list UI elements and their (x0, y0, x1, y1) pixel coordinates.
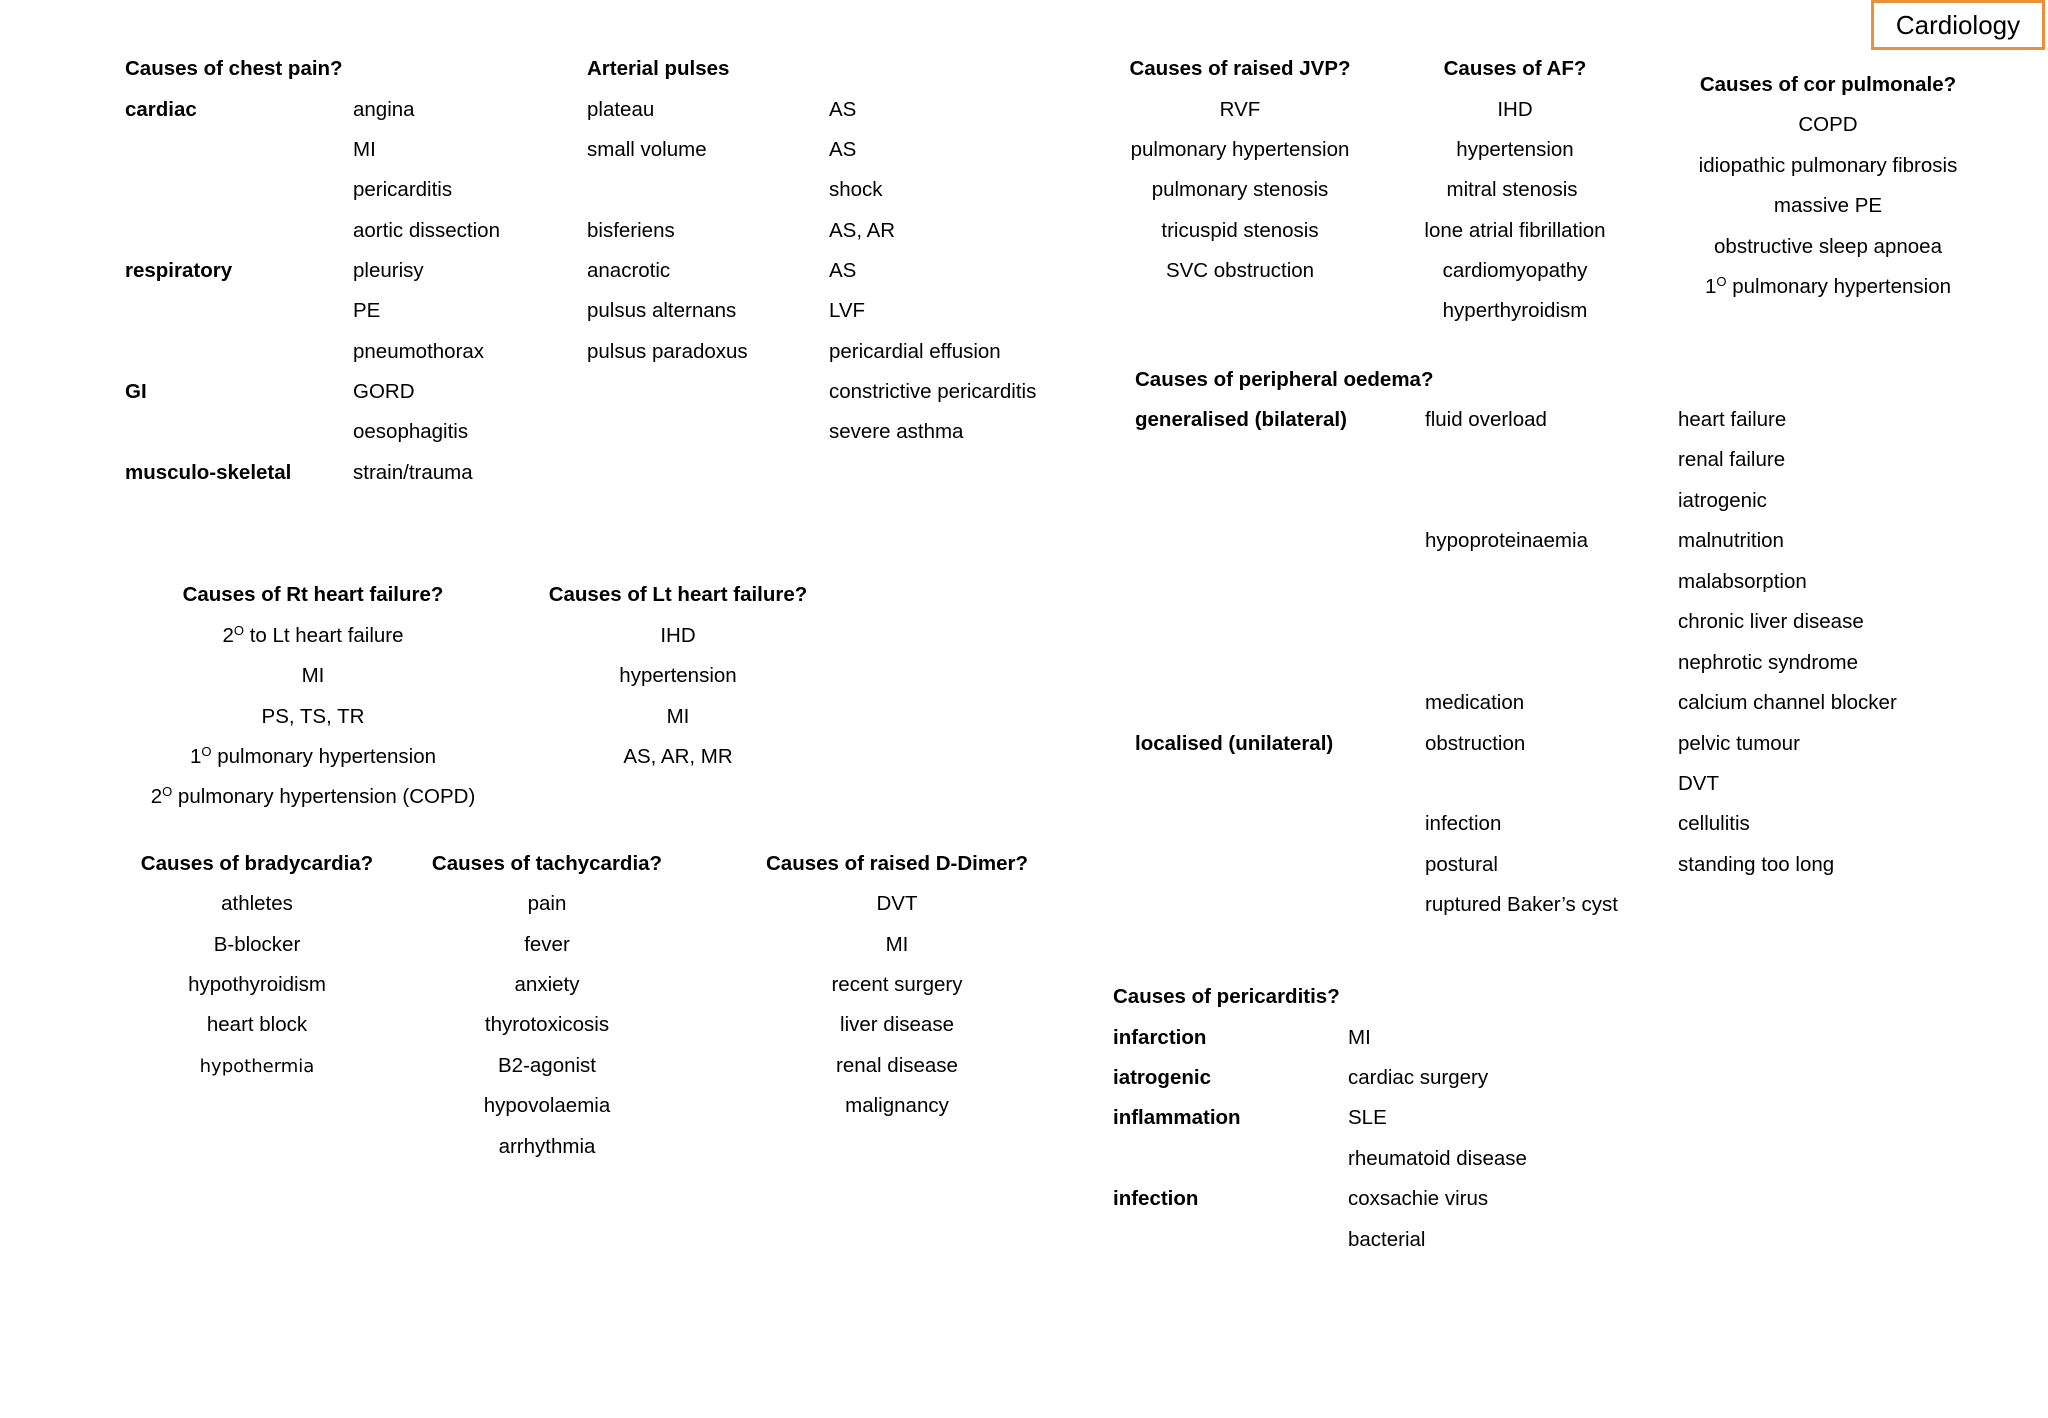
cor-pulmonale-title: Causes of cor pulmonale? (1699, 73, 1957, 96)
list-item: hypovolaemia (483, 1094, 611, 1117)
list-item: IHD (1497, 98, 1533, 121)
superscript: O (1716, 274, 1727, 289)
list-item: anxiety (514, 973, 580, 996)
pulse-cause: shock (829, 178, 883, 201)
list-item: tricuspid stenosis (1161, 219, 1319, 242)
group-label: infection (1113, 1187, 1199, 1210)
d-dimer-title: Causes of raised D-Dimer? (765, 852, 1029, 875)
list-item: pleurisy (353, 259, 424, 282)
item-prefix: 2 (150, 785, 163, 808)
list-item: obstructive sleep apnoea (1714, 235, 1942, 258)
list-item: hypothermia (199, 1056, 315, 1077)
list-item: cardiac surgery (1348, 1066, 1489, 1089)
arterial-pulses-title: Arterial pulses (587, 57, 730, 80)
mechanism: obstruction (1425, 732, 1526, 755)
list-item: fever (524, 933, 570, 956)
list-item: aortic dissection (353, 219, 500, 242)
list-item: IHD (660, 624, 696, 647)
list-item: angina (353, 98, 415, 121)
pulse-type: small volume (587, 138, 707, 161)
mechanism: infection (1425, 812, 1502, 835)
list-item: pain (527, 892, 567, 915)
chest-pain-title: Causes of chest pain? (125, 57, 343, 80)
list-item: GORD (353, 380, 415, 403)
group-label: inflammation (1113, 1106, 1241, 1129)
list-item: pulmonary hypertension (1130, 138, 1350, 161)
pulse-cause: AS (829, 259, 857, 282)
cardiology-tag: Cardiology (1871, 0, 2045, 50)
list-item: cardiomyopathy (1442, 259, 1588, 282)
pulse-cause: pericardial effusion (829, 340, 1001, 363)
list-item: pneumothorax (353, 340, 485, 363)
mechanism: ruptured Baker’s cyst (1425, 893, 1618, 916)
group-label: musculo-skeletal (125, 461, 292, 484)
lt-hf-title: Causes of Lt heart failure? (548, 583, 808, 606)
list-item: MI (666, 705, 690, 728)
cause: malabsorption (1678, 570, 1807, 593)
cause: renal failure (1678, 448, 1786, 471)
list-item (189, 744, 437, 768)
list-item: SLE (1348, 1106, 1387, 1129)
cause: calcium channel blocker (1678, 691, 1897, 714)
mechanism: fluid overload (1425, 408, 1547, 431)
oedema-title: Causes of peripheral oedema? (1135, 368, 1434, 391)
list-item: MI (353, 138, 376, 161)
pulse-cause: AS, AR (829, 219, 896, 242)
list-item: lone atrial fibrillation (1424, 219, 1606, 242)
list-item: heart block (206, 1013, 308, 1036)
list-item: coxsachie virus (1348, 1187, 1489, 1210)
pericarditis-title: Causes of pericarditis? (1113, 985, 1340, 1008)
list-item: oesophagitis (353, 420, 469, 443)
list-item (150, 784, 476, 808)
jvp-title: Causes of raised JVP? (1129, 57, 1351, 80)
list-item: MI (1348, 1026, 1371, 1049)
mechanism: medication (1425, 691, 1525, 714)
cause: nephrotic syndrome (1678, 651, 1859, 674)
pulse-cause: severe asthma (829, 420, 964, 443)
group-label: localised (unilateral) (1135, 732, 1334, 755)
pulse-cause: LVF (829, 299, 866, 322)
list-item: pericarditis (353, 178, 453, 201)
list-item: hypertension (619, 664, 737, 687)
list-item: idiopathic pulmonary fibrosis (1698, 154, 1958, 177)
list-item: PS, TS, TR (261, 705, 365, 728)
pulse-type: anacrotic (587, 259, 671, 282)
list-item: B-blocker (213, 933, 301, 956)
item-prefix: 2 (222, 624, 234, 647)
pulse-type: bisferiens (587, 219, 675, 242)
af-title: Causes of AF? (1443, 57, 1587, 80)
list-item: liver disease (840, 1013, 954, 1036)
cause: pelvic tumour (1678, 732, 1800, 755)
list-item: AS, AR, MR (623, 745, 733, 768)
bradycardia-title: Causes of bradycardia? (140, 852, 374, 875)
list-item: massive PE (1773, 194, 1883, 217)
pulse-type: plateau (587, 98, 655, 121)
list-item: malignancy (845, 1094, 949, 1117)
list-item: thyrotoxicosis (484, 1013, 610, 1036)
superscript: O (201, 744, 212, 759)
item-prefix: 1 (1704, 275, 1717, 298)
list-item: RVF (1219, 98, 1261, 121)
item-text: pulmonary hypertension (1726, 275, 1952, 298)
cause: chronic liver disease (1678, 610, 1864, 633)
list-item: hyperthyroidism (1442, 299, 1588, 322)
list-item: rheumatoid disease (1348, 1147, 1527, 1170)
item-text: pulmonary hypertension (COPD) (172, 785, 476, 808)
mechanism: hypoproteinaemia (1425, 529, 1588, 552)
list-item: renal disease (836, 1054, 958, 1077)
item-text: pulmonary hypertension (211, 745, 437, 768)
list-item: bacterial (1348, 1228, 1426, 1251)
rt-hf-title: Causes of Rt heart failure? (182, 583, 444, 606)
list-item: MI (885, 933, 909, 956)
superscript: O (162, 784, 173, 799)
list-item: mitral stenosis (1446, 178, 1578, 201)
list-item: pulmonary stenosis (1151, 178, 1329, 201)
group-label: GI (125, 380, 147, 403)
pulse-cause: constrictive pericarditis (829, 380, 1037, 403)
cause: iatrogenic (1678, 489, 1767, 512)
list-item: PE (353, 299, 381, 322)
cause: standing too long (1678, 853, 1835, 876)
item-text: to Lt heart failure (243, 624, 404, 647)
list-item (1704, 274, 1952, 298)
group-label: cardiac (125, 98, 197, 121)
superscript: O (233, 623, 244, 638)
pulse-type: pulsus alternans (587, 299, 737, 322)
cause: DVT (1678, 772, 1719, 795)
pulse-cause: AS (829, 138, 857, 161)
list-item: COPD (1798, 113, 1858, 136)
pulse-type: pulsus paradoxus (587, 340, 748, 363)
list-item: strain/trauma (353, 461, 473, 484)
list-item: MI (301, 664, 325, 687)
tachycardia-title: Causes of tachycardia? (431, 852, 663, 875)
list-item: athletes (221, 892, 293, 915)
group-label: respiratory (125, 259, 233, 282)
list-item: recent surgery (831, 973, 963, 996)
list-item: SVC obstruction (1165, 259, 1315, 282)
list-item: arrhythmia (498, 1135, 596, 1158)
mechanism: postural (1425, 853, 1498, 876)
group-label: generalised (bilateral) (1135, 408, 1347, 431)
list-item: hypothyroidism (188, 973, 326, 996)
cause: heart failure (1678, 408, 1787, 431)
group-label: infarction (1113, 1026, 1207, 1049)
list-item: hypertension (1456, 138, 1574, 161)
cause: cellulitis (1678, 812, 1750, 835)
list-item: B2-agonist (497, 1054, 597, 1077)
list-item (222, 623, 404, 647)
item-prefix: 1 (189, 745, 202, 768)
list-item: DVT (876, 892, 918, 915)
pulse-cause: AS (829, 98, 857, 121)
cause: malnutrition (1678, 529, 1784, 552)
group-label: iatrogenic (1113, 1066, 1211, 1089)
